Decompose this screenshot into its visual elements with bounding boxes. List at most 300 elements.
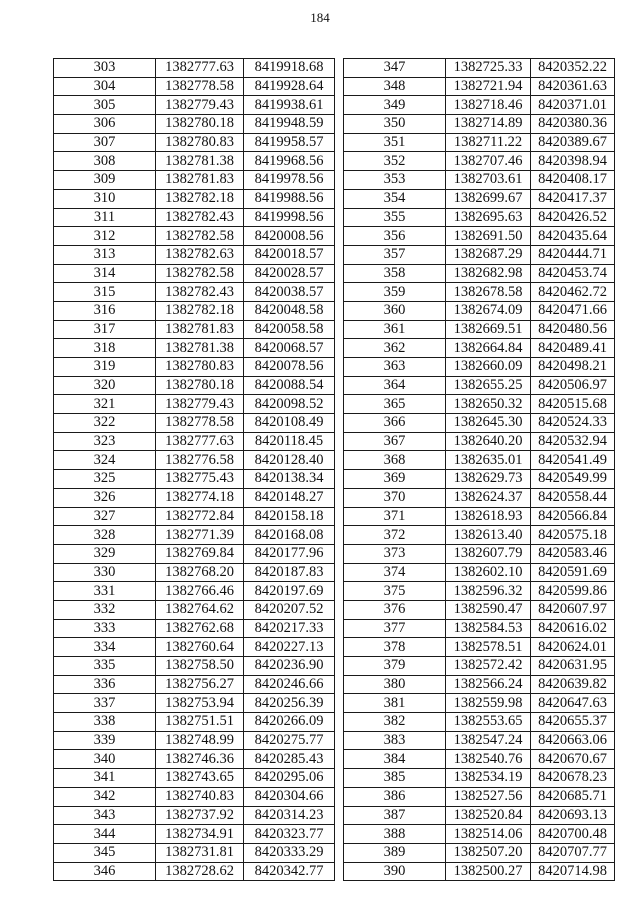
y-coordinate-cell: 8420453.74: [531, 264, 615, 283]
y-coordinate-cell: 8420616.02: [531, 619, 615, 638]
x-coordinate-cell: 1382774.18: [156, 488, 244, 507]
y-coordinate-cell: 8420158.18: [244, 507, 335, 526]
x-coordinate-cell: 1382566.24: [446, 675, 531, 694]
y-coordinate-cell: 8420639.82: [531, 675, 615, 694]
table-row: [344, 582, 615, 601]
y-coordinate-cell: 8420678.23: [531, 769, 615, 788]
point-number-cell: 347: [344, 59, 446, 78]
y-coordinate-cell: 8420714.98: [531, 862, 615, 881]
table-row: [54, 171, 335, 190]
y-coordinate-cell: 8420398.94: [531, 152, 615, 171]
x-coordinate-cell: 1382718.46: [446, 96, 531, 115]
x-coordinate-cell: 1382737.92: [156, 806, 244, 825]
y-coordinate-cell: 8420168.08: [244, 526, 335, 545]
table-row: [344, 862, 615, 881]
coordinate-table-right: [343, 58, 615, 881]
table-row: [344, 133, 615, 152]
x-coordinate-cell: 1382777.63: [156, 59, 244, 78]
x-coordinate-cell: 1382674.09: [446, 301, 531, 320]
point-number-cell: 329: [54, 544, 156, 563]
x-coordinate-cell: 1382669.51: [446, 320, 531, 339]
point-number-cell: 390: [344, 862, 446, 881]
x-coordinate-cell: 1382629.73: [446, 470, 531, 489]
point-number-cell: 312: [54, 227, 156, 246]
table-row: [54, 619, 335, 638]
table-row: [54, 189, 335, 208]
x-coordinate-cell: 1382714.89: [446, 115, 531, 134]
x-coordinate-cell: 1382751.51: [156, 713, 244, 732]
table-row: [344, 787, 615, 806]
point-number-cell: 322: [54, 414, 156, 433]
point-number-cell: 356: [344, 227, 446, 246]
point-number-cell: 306: [54, 115, 156, 134]
point-number-cell: 348: [344, 77, 446, 96]
point-number-cell: 363: [344, 358, 446, 377]
x-coordinate-cell: 1382613.40: [446, 526, 531, 545]
point-number-cell: 323: [54, 432, 156, 451]
x-coordinate-cell: 1382547.24: [446, 731, 531, 750]
table-row: [344, 376, 615, 395]
table-row: [344, 264, 615, 283]
table-row: [344, 208, 615, 227]
y-coordinate-cell: 8420566.84: [531, 507, 615, 526]
x-coordinate-cell: 1382534.19: [446, 769, 531, 788]
y-coordinate-cell: 8420275.77: [244, 731, 335, 750]
x-coordinate-cell: 1382756.27: [156, 675, 244, 694]
x-coordinate-cell: 1382660.09: [446, 358, 531, 377]
point-number-cell: 358: [344, 264, 446, 283]
point-number-cell: 331: [54, 582, 156, 601]
table-row: [344, 283, 615, 302]
y-coordinate-cell: 8419948.59: [244, 115, 335, 134]
y-coordinate-cell: 8420048.58: [244, 301, 335, 320]
y-coordinate-cell: 8420038.57: [244, 283, 335, 302]
point-number-cell: 364: [344, 376, 446, 395]
x-coordinate-cell: 1382766.46: [156, 582, 244, 601]
y-coordinate-cell: 8420624.01: [531, 638, 615, 657]
y-coordinate-cell: 8420655.37: [531, 713, 615, 732]
x-coordinate-cell: 1382775.43: [156, 470, 244, 489]
table-row: [54, 376, 335, 395]
y-coordinate-cell: 8420549.99: [531, 470, 615, 489]
table-row: [54, 451, 335, 470]
table-row: [344, 694, 615, 713]
table-row: [54, 769, 335, 788]
x-coordinate-cell: 1382776.58: [156, 451, 244, 470]
point-number-cell: 369: [344, 470, 446, 489]
point-number-cell: 388: [344, 825, 446, 844]
point-number-cell: 317: [54, 320, 156, 339]
x-coordinate-cell: 1382725.33: [446, 59, 531, 78]
y-coordinate-cell: 8420236.90: [244, 657, 335, 676]
table-row: [344, 77, 615, 96]
x-coordinate-cell: 1382520.84: [446, 806, 531, 825]
point-number-cell: 343: [54, 806, 156, 825]
x-coordinate-cell: 1382553.65: [446, 713, 531, 732]
page-number: 184: [310, 10, 330, 25]
point-number-cell: 319: [54, 358, 156, 377]
x-coordinate-cell: 1382682.98: [446, 264, 531, 283]
point-number-cell: 365: [344, 395, 446, 414]
table-row: [344, 806, 615, 825]
point-number-cell: 387: [344, 806, 446, 825]
y-coordinate-cell: 8420138.34: [244, 470, 335, 489]
table-row: [344, 731, 615, 750]
y-coordinate-cell: 8420128.40: [244, 451, 335, 470]
table-row: [54, 208, 335, 227]
table-row: [54, 283, 335, 302]
x-coordinate-cell: 1382782.18: [156, 189, 244, 208]
y-coordinate-cell: 8420295.06: [244, 769, 335, 788]
x-coordinate-cell: 1382781.83: [156, 171, 244, 190]
y-coordinate-cell: 8420285.43: [244, 750, 335, 769]
x-coordinate-cell: 1382602.10: [446, 563, 531, 582]
point-number-cell: 385: [344, 769, 446, 788]
point-number-cell: 355: [344, 208, 446, 227]
point-number-cell: 378: [344, 638, 446, 657]
y-coordinate-cell: 8420631.95: [531, 657, 615, 676]
point-number-cell: 326: [54, 488, 156, 507]
point-number-cell: 357: [344, 245, 446, 264]
y-coordinate-cell: 8420471.66: [531, 301, 615, 320]
y-coordinate-cell: 8420018.57: [244, 245, 335, 264]
table-row: [344, 713, 615, 732]
table-row: [54, 787, 335, 806]
table-row: [54, 133, 335, 152]
x-coordinate-cell: 1382514.06: [446, 825, 531, 844]
table-row: [344, 358, 615, 377]
x-coordinate-cell: 1382645.30: [446, 414, 531, 433]
point-number-cell: 373: [344, 544, 446, 563]
y-coordinate-cell: 8420607.97: [531, 600, 615, 619]
table-row: [54, 96, 335, 115]
y-coordinate-cell: 8420480.56: [531, 320, 615, 339]
y-coordinate-cell: 8420304.66: [244, 787, 335, 806]
point-number-cell: 305: [54, 96, 156, 115]
x-coordinate-cell: 1382781.38: [156, 152, 244, 171]
y-coordinate-cell: 8420078.56: [244, 358, 335, 377]
table-row: [54, 152, 335, 171]
point-number-cell: 382: [344, 713, 446, 732]
point-number-cell: 367: [344, 432, 446, 451]
point-number-cell: 316: [54, 301, 156, 320]
point-number-cell: 353: [344, 171, 446, 190]
y-coordinate-cell: 8419928.64: [244, 77, 335, 96]
point-number-cell: 335: [54, 657, 156, 676]
point-number-cell: 350: [344, 115, 446, 134]
y-coordinate-cell: 8420314.23: [244, 806, 335, 825]
point-number-cell: 386: [344, 787, 446, 806]
y-coordinate-cell: 8420408.17: [531, 171, 615, 190]
y-coordinate-cell: 8420380.36: [531, 115, 615, 134]
table-row: [54, 264, 335, 283]
point-number-cell: 325: [54, 470, 156, 489]
point-number-cell: 336: [54, 675, 156, 694]
y-coordinate-cell: 8420583.46: [531, 544, 615, 563]
y-coordinate-cell: 8419918.68: [244, 59, 335, 78]
coordinate-table-right-body: [344, 59, 615, 881]
point-number-cell: 344: [54, 825, 156, 844]
x-coordinate-cell: 1382778.58: [156, 77, 244, 96]
x-coordinate-cell: 1382753.94: [156, 694, 244, 713]
table-row: [54, 245, 335, 264]
point-number-cell: 375: [344, 582, 446, 601]
point-number-cell: 376: [344, 600, 446, 619]
y-coordinate-cell: 8420426.52: [531, 208, 615, 227]
point-number-cell: 360: [344, 301, 446, 320]
x-coordinate-cell: 1382640.20: [446, 432, 531, 451]
point-number-cell: 314: [54, 264, 156, 283]
point-number-cell: 313: [54, 245, 156, 264]
point-number-cell: 362: [344, 339, 446, 358]
y-coordinate-cell: 8420417.37: [531, 189, 615, 208]
point-number-cell: 330: [54, 563, 156, 582]
x-coordinate-cell: 1382695.63: [446, 208, 531, 227]
point-number-cell: 339: [54, 731, 156, 750]
y-coordinate-cell: 8420444.71: [531, 245, 615, 264]
x-coordinate-cell: 1382527.56: [446, 787, 531, 806]
y-coordinate-cell: 8420670.67: [531, 750, 615, 769]
x-coordinate-cell: 1382772.84: [156, 507, 244, 526]
x-coordinate-cell: 1382650.32: [446, 395, 531, 414]
x-coordinate-cell: 1382572.42: [446, 657, 531, 676]
x-coordinate-cell: 1382691.50: [446, 227, 531, 246]
point-number-cell: 342: [54, 787, 156, 806]
point-number-cell: 370: [344, 488, 446, 507]
point-number-cell: 341: [54, 769, 156, 788]
table-row: [344, 152, 615, 171]
point-number-cell: 310: [54, 189, 156, 208]
y-coordinate-cell: 8420663.06: [531, 731, 615, 750]
table-row: [344, 526, 615, 545]
y-coordinate-cell: 8420088.54: [244, 376, 335, 395]
y-coordinate-cell: 8420389.67: [531, 133, 615, 152]
table-row: [54, 301, 335, 320]
y-coordinate-cell: 8420148.27: [244, 488, 335, 507]
x-coordinate-cell: 1382596.32: [446, 582, 531, 601]
table-row: [344, 507, 615, 526]
table-row: [344, 115, 615, 134]
x-coordinate-cell: 1382782.43: [156, 208, 244, 227]
y-coordinate-cell: 8420266.09: [244, 713, 335, 732]
x-coordinate-cell: 1382699.67: [446, 189, 531, 208]
y-coordinate-cell: 8420700.48: [531, 825, 615, 844]
y-coordinate-cell: 8420217.33: [244, 619, 335, 638]
y-coordinate-cell: 8420361.63: [531, 77, 615, 96]
table-row: [344, 171, 615, 190]
x-coordinate-cell: 1382707.46: [446, 152, 531, 171]
x-coordinate-cell: 1382768.20: [156, 563, 244, 582]
table-row: [54, 115, 335, 134]
y-coordinate-cell: 8420707.77: [531, 843, 615, 862]
y-coordinate-cell: 8420323.77: [244, 825, 335, 844]
point-number-cell: 371: [344, 507, 446, 526]
y-coordinate-cell: 8420532.94: [531, 432, 615, 451]
x-coordinate-cell: 1382760.64: [156, 638, 244, 657]
x-coordinate-cell: 1382664.84: [446, 339, 531, 358]
x-coordinate-cell: 1382721.94: [446, 77, 531, 96]
x-coordinate-cell: 1382678.58: [446, 283, 531, 302]
y-coordinate-cell: 8420333.29: [244, 843, 335, 862]
x-coordinate-cell: 1382781.38: [156, 339, 244, 358]
table-row: [344, 675, 615, 694]
x-coordinate-cell: 1382782.18: [156, 301, 244, 320]
table-row: [54, 694, 335, 713]
x-coordinate-cell: 1382590.47: [446, 600, 531, 619]
point-number-cell: 308: [54, 152, 156, 171]
y-coordinate-cell: 8420098.52: [244, 395, 335, 414]
point-number-cell: 320: [54, 376, 156, 395]
table-row: [54, 862, 335, 881]
y-coordinate-cell: 8420541.49: [531, 451, 615, 470]
y-coordinate-cell: 8420591.69: [531, 563, 615, 582]
table-row: [54, 563, 335, 582]
table-row: [54, 339, 335, 358]
table-row: [54, 657, 335, 676]
point-number-cell: 379: [344, 657, 446, 676]
table-row: [344, 750, 615, 769]
point-number-cell: 352: [344, 152, 446, 171]
x-coordinate-cell: 1382711.22: [446, 133, 531, 152]
point-number-cell: 340: [54, 750, 156, 769]
table-row: [344, 339, 615, 358]
table-row: [54, 638, 335, 657]
x-coordinate-cell: 1382728.62: [156, 862, 244, 881]
table-row: [54, 59, 335, 78]
point-number-cell: 338: [54, 713, 156, 732]
point-number-cell: 303: [54, 59, 156, 78]
y-coordinate-cell: 8420515.68: [531, 395, 615, 414]
x-coordinate-cell: 1382780.83: [156, 133, 244, 152]
y-coordinate-cell: 8420227.13: [244, 638, 335, 657]
table-row: [54, 320, 335, 339]
x-coordinate-cell: 1382780.83: [156, 358, 244, 377]
y-coordinate-cell: 8419988.56: [244, 189, 335, 208]
x-coordinate-cell: 1382743.65: [156, 769, 244, 788]
y-coordinate-cell: 8419958.57: [244, 133, 335, 152]
y-coordinate-cell: 8420008.56: [244, 227, 335, 246]
table-row: [344, 488, 615, 507]
point-number-cell: 366: [344, 414, 446, 433]
y-coordinate-cell: 8420693.13: [531, 806, 615, 825]
point-number-cell: 384: [344, 750, 446, 769]
x-coordinate-cell: 1382746.36: [156, 750, 244, 769]
table-row: [54, 675, 335, 694]
y-coordinate-cell: 8420498.21: [531, 358, 615, 377]
x-coordinate-cell: 1382771.39: [156, 526, 244, 545]
point-number-cell: 377: [344, 619, 446, 638]
y-coordinate-cell: 8420342.77: [244, 862, 335, 881]
y-coordinate-cell: 8420108.49: [244, 414, 335, 433]
table-row: [54, 582, 335, 601]
x-coordinate-cell: 1382781.83: [156, 320, 244, 339]
table-row: [344, 769, 615, 788]
x-coordinate-cell: 1382777.63: [156, 432, 244, 451]
y-coordinate-cell: 8420599.86: [531, 582, 615, 601]
table-row: [54, 526, 335, 545]
table-row: [54, 77, 335, 96]
table-row: [54, 432, 335, 451]
x-coordinate-cell: 1382778.58: [156, 414, 244, 433]
table-row: [344, 414, 615, 433]
table-row: [344, 301, 615, 320]
x-coordinate-cell: 1382779.43: [156, 395, 244, 414]
y-coordinate-cell: 8420197.69: [244, 582, 335, 601]
point-number-cell: 304: [54, 77, 156, 96]
point-number-cell: 327: [54, 507, 156, 526]
table-row: [344, 600, 615, 619]
point-number-cell: 372: [344, 526, 446, 545]
x-coordinate-cell: 1382507.20: [446, 843, 531, 862]
table-row: [54, 825, 335, 844]
table-row: [344, 245, 615, 264]
x-coordinate-cell: 1382607.79: [446, 544, 531, 563]
x-coordinate-cell: 1382635.01: [446, 451, 531, 470]
x-coordinate-cell: 1382762.68: [156, 619, 244, 638]
point-number-cell: 381: [344, 694, 446, 713]
point-number-cell: 354: [344, 189, 446, 208]
point-number-cell: 359: [344, 283, 446, 302]
point-number-cell: 337: [54, 694, 156, 713]
table-row: [344, 96, 615, 115]
y-coordinate-cell: 8420177.96: [244, 544, 335, 563]
x-coordinate-cell: 1382500.27: [446, 862, 531, 881]
point-number-cell: 346: [54, 862, 156, 881]
table-row: [344, 619, 615, 638]
x-coordinate-cell: 1382540.76: [446, 750, 531, 769]
point-number-cell: 351: [344, 133, 446, 152]
y-coordinate-cell: 8420058.58: [244, 320, 335, 339]
point-number-cell: 307: [54, 133, 156, 152]
table-row: [54, 600, 335, 619]
point-number-cell: 328: [54, 526, 156, 545]
y-coordinate-cell: 8420256.39: [244, 694, 335, 713]
table-row: [54, 227, 335, 246]
table-row: [54, 507, 335, 526]
table-row: [344, 563, 615, 582]
point-number-cell: 374: [344, 563, 446, 582]
table-row: [344, 657, 615, 676]
y-coordinate-cell: 8420575.18: [531, 526, 615, 545]
y-coordinate-cell: 8419938.61: [244, 96, 335, 115]
x-coordinate-cell: 1382748.99: [156, 731, 244, 750]
y-coordinate-cell: 8420207.52: [244, 600, 335, 619]
coordinate-table-left-body: [54, 59, 335, 881]
table-row: [344, 395, 615, 414]
table-row: [54, 731, 335, 750]
table-row: [344, 544, 615, 563]
x-coordinate-cell: 1382559.98: [446, 694, 531, 713]
y-coordinate-cell: 8420685.71: [531, 787, 615, 806]
table-row: [54, 544, 335, 563]
table-row: [344, 189, 615, 208]
table-row: [344, 843, 615, 862]
point-number-cell: 311: [54, 208, 156, 227]
x-coordinate-cell: 1382618.93: [446, 507, 531, 526]
x-coordinate-cell: 1382687.29: [446, 245, 531, 264]
table-row: [54, 395, 335, 414]
x-coordinate-cell: 1382764.62: [156, 600, 244, 619]
y-coordinate-cell: 8420524.33: [531, 414, 615, 433]
table-row: [344, 470, 615, 489]
x-coordinate-cell: 1382655.25: [446, 376, 531, 395]
x-coordinate-cell: 1382734.91: [156, 825, 244, 844]
y-coordinate-cell: 8420462.72: [531, 283, 615, 302]
y-coordinate-cell: 8420435.64: [531, 227, 615, 246]
y-coordinate-cell: 8420489.41: [531, 339, 615, 358]
point-number-cell: 345: [54, 843, 156, 862]
point-number-cell: 383: [344, 731, 446, 750]
